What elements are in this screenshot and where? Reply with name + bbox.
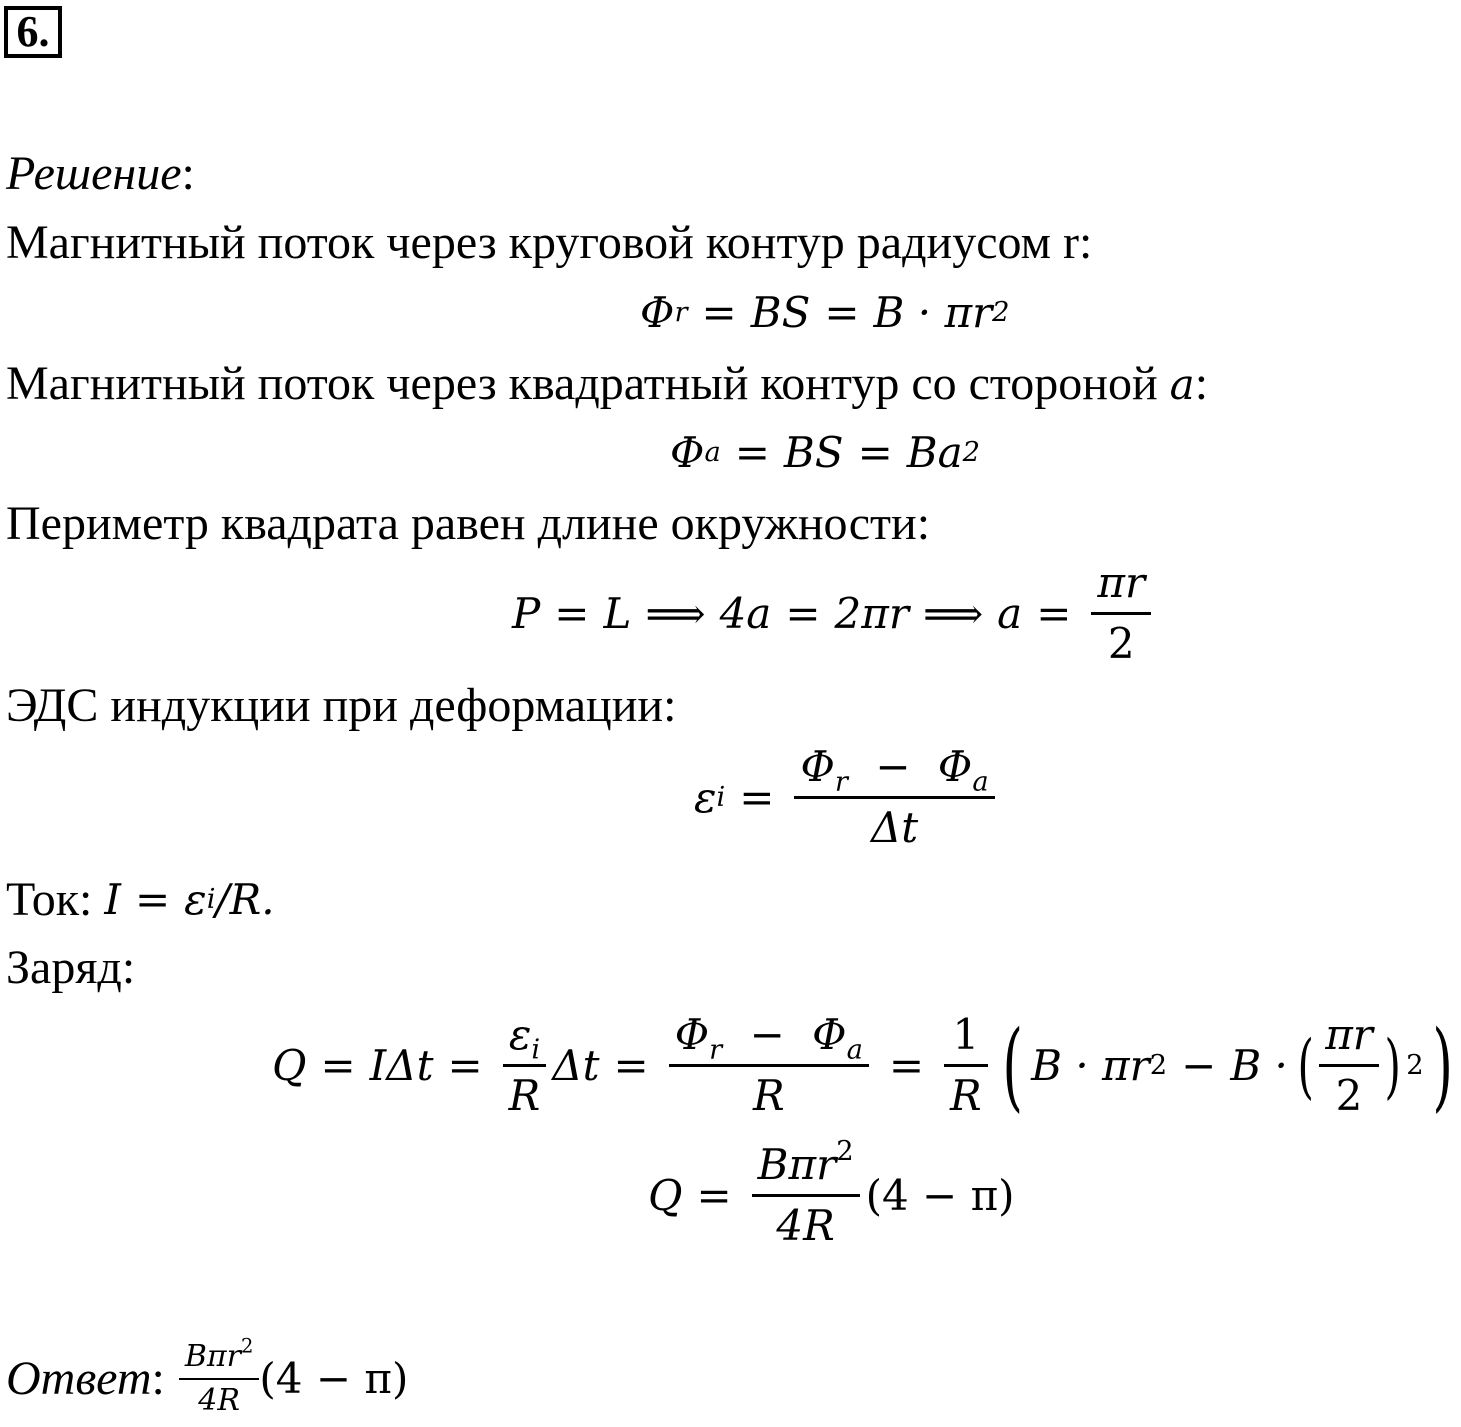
- text-emf: ЭДС индукции при деформации:: [6, 679, 677, 732]
- solution-heading-colon: :: [181, 147, 195, 200]
- fraction-eps-over-r: $\frac{\varepsilon_i}{R}$: [503, 1010, 547, 1121]
- problem-number: 6.: [4, 6, 62, 58]
- answer-label: Ответ: [6, 1352, 152, 1405]
- formula-result: Q = $\frac{B\pi r^2}{4R}$ (4 − π): [648, 1135, 1015, 1250]
- fraction-emf: $\frac{\Phi_r - \Phi_a}{\Delta t}$: [794, 742, 994, 853]
- fraction-one-over-r: $\frac{1}{R}$: [944, 1010, 988, 1121]
- answer: [6, 1334, 409, 1418]
- text-charge: Заряд:: [6, 941, 136, 994]
- solution-heading: [6, 146, 195, 202]
- answer-colon: :: [151, 1352, 165, 1405]
- answer-formula: $\frac{B\pi r^2}{4R}$ (4 − π): [179, 1340, 409, 1418]
- fraction-flux-diff-over-r: $\frac{\Phi_r - \Phi_a}{R}$: [669, 1010, 869, 1121]
- answer-fraction: $\frac{B\pi r^2}{4R}$: [179, 1340, 260, 1418]
- text-flux-circle: Магнитный поток через круговой контур радиусом r:: [6, 216, 1093, 269]
- text-flux-square: Магнитный поток через квадратный контур со стороной a:: [6, 357, 1209, 410]
- fraction-result: $\frac{B\pi r^2}{4R}$: [752, 1140, 860, 1251]
- formula-emf: ε i = $\frac{\Phi_r - \Phi_a}{\Delta t}$: [694, 742, 1001, 853]
- fraction-pi-r-over-2: $\frac{\pi r}{2}$: [1091, 558, 1151, 669]
- formula-perimeter: P = L ⟹ 4a = 2πr ⟹ a = $\frac{\pi r}{2}$: [512, 558, 1157, 669]
- formula-charge: Q = IΔt = $\frac{\varepsilon_i}{R}$ Δt = $\frac{\Phi_r - \Phi_a}{R}$ = $\frac{1}{R}$ ( B · πr 2 − B · ( $\frac{\pi r}{2}$ ) 2 ): [272, 1009, 1453, 1122]
- solution-heading-label: Решение: [6, 147, 182, 200]
- formula-flux-a: Φ a = BS = Ba 2: [670, 428, 981, 477]
- text-current: Ток: I = ε i /R.: [6, 873, 275, 926]
- text-perimeter: Периметр квадрата равен длине окружности:: [6, 497, 931, 550]
- formula-flux-r: Φ r = BS = B · πr 2: [640, 288, 1010, 337]
- fraction-pi-r-over-2-inner: $\frac{\pi r}{2}$: [1319, 1010, 1379, 1121]
